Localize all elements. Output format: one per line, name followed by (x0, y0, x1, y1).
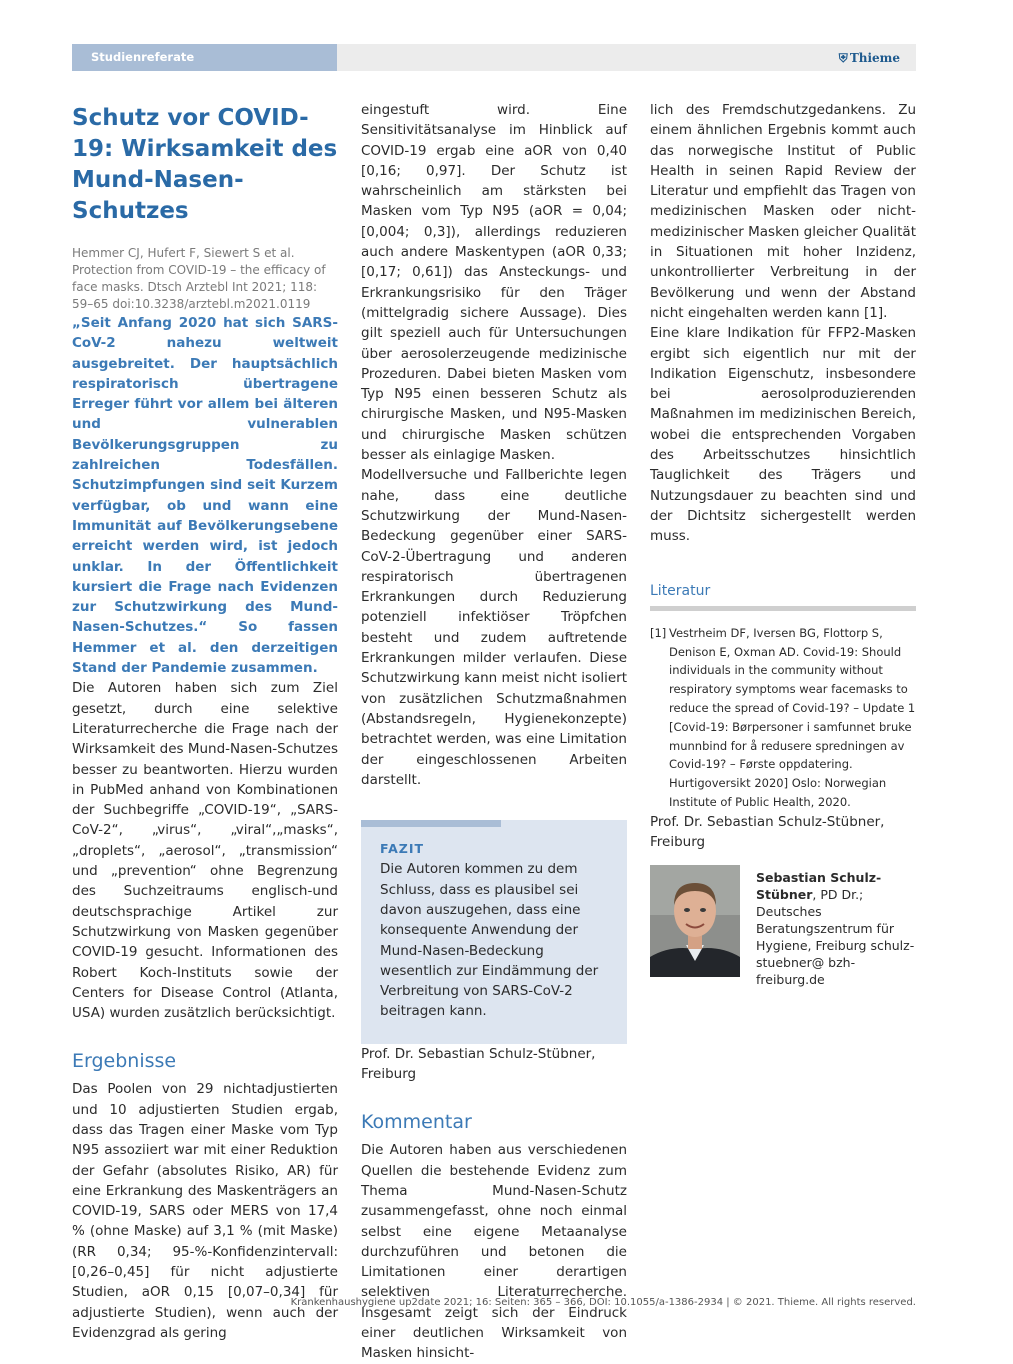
comment-heading: Kommentar (361, 1111, 472, 1134)
section-label: Studienreferate (91, 50, 195, 64)
author-box (650, 865, 916, 988)
article-citation: Hemmer CJ, Hufert F, Siewert S et al. Protection from COVID-19 – the efficacy of face masks. Dtsch Arztebl Int 2021; 118: 59–65 doi:10.3238/arztebl.m2021.0119 (72, 246, 326, 311)
comment-paragraph-1: Die Autoren haben aus verschiedenen Quellen die bestehende Evidenz zum Thema Mund-Nasen-Schutz zusammengefasst, ohne noch einmal selbst eine eigene Metaanalyse durchzuführen und betonen die Limitationen einer derartigen selektiven Literaturrecherche. Insgesamt zeigt sich der Eindruck einer deutlichen Wirksamkeit von Masken hinsicht- (361, 1142, 627, 1362)
publisher-logo (839, 51, 900, 66)
referent-signature: Prof. Dr. Sebastian Schulz-Stübner, Freiburg (361, 1045, 596, 1083)
author-name: Sebastian Schulz-Stübner (756, 870, 882, 903)
references-heading: Literatur (650, 582, 711, 599)
results-paragraph-2: eingestuft wird. Eine Sensitivitätsanalyse im Hinblick auf COVID-19 ergab eine aOR von 0,40 [0,16; 0,97]. Der Schutz ist wahrscheinlich am stärksten bei Masken vom Typ N95 (aOR = 0,04; [0,004; 0,3]), allerdings reduzieren auch andere Maskentypen (aOR 0,33; [0,17; 0,61]) das Ansteckungs- und Erkrankungsrisiko für den Träger (mittelgradig sichere Aussage). Dies gilt speziell auch für Untersuchungen über aerosolerzeugende medizinische Prozeduren. Dabei bieten Masken vom Typ N95 einen besseren Schutz als chirurgische Masken, und N95-Masken und chirurgische Masken schützen besser als einlagige Masken. (361, 102, 627, 464)
lead-paragraph: „Seit Anfang 2020 hat sich SARS-CoV-2 nahezu weltweit ausgebreitet. Der hauptsächlich respiratorisch übertragene Erreger führt vor allem bei älteren und vulnerablen Bevölkerungsgruppen zu zahlreichen Todesfällen. Schutzimpfungen sind seit Kurzem verfügbar, ob und wann eine Immunität auf Bevölkerungsebene erreicht werden wird, ist jedoch unklar. In der Öffentlichkeit kursiert die Frage nach Evidenzen zur Schutzwirkung des Mund-Nasen-Schutzes.“ So fassen Hemmer et al. den derzeitigen Stand der Pandemie zusammen. (72, 315, 338, 677)
conclusion-label: FAZIT (380, 841, 425, 857)
conclusion-box (361, 820, 627, 1044)
author-photo (650, 865, 740, 977)
column-middle (361, 100, 627, 1364)
reference-number: [1] (650, 625, 667, 640)
comment-paragraph-3: Eine klare Indikation für FFP2-Masken ergibt sich eigentlich nur mit der Indikation Eigenschutz, insbesondere bei aerosolproduzierenden Maßnahmen im medizinischen Bereich, wobei die entsprechenden Vorgaben des Arbeitsschutzes hinsichtlich Tauglichkeit des Trägers und Nutzungsdauer zu beachten sind und der Dichtsitz sichergestellt werden muss. (650, 325, 916, 545)
column-left (72, 100, 338, 1343)
publisher-name: Thieme (849, 51, 900, 65)
section-tab (72, 44, 337, 71)
comment-paragraph-2: lich des Fremdschutzgedankens. Zu einem ähnlichen Ergebnis kommt auch das norwegische Institut of Public Health in seinen Rapid Review der Literatur und empfiehlt das Tragen von medizinischen Masken oder nicht-medizinischer Masken gleicher Qualität in Situationen mit hoher Inzidenz, unkontrollierter Verbreitung in der Bevölkerung und wenn der Abstand nicht eingehalten werden kann [1]. (650, 102, 916, 321)
section-header (72, 44, 916, 71)
references-rule (650, 606, 916, 611)
conclusion-text: Die Autoren kommen zu dem Schluss, dass es plausibel sei davon auszugehen, dass eine konsequente Anwendung der Mund-Nasen-Bedeckung wesentlich zur Eindämmung der Verbreitung von SARS-CoV-2 beitragen kann. (380, 861, 599, 1020)
author-signature: Prof. Dr. Sebastian Schulz-Stübner, Freiburg (650, 813, 885, 851)
crest-icon: ⛨ (838, 51, 848, 65)
column-right (650, 100, 916, 988)
author-info (756, 869, 916, 988)
results-paragraph-1: Das Poolen von 29 nichtadjustierten und 10 adjustierten Studien ergab, dass das Tragen einer Maske vom Typ N95 assoziiert war mit einer Reduktion der Gefahr (absolutes Risiko, AR) für eine Erkrankung des Maskenträgers an COVID-19, SARS oder MERS von 17,4 % (ohne Maske) auf 3,1 % (mit Maske) (RR 0,34; 95-%-Konfidenzintervall: [0,26–0,45] für nicht adjustierte Studien, aOR 0,15 [0,07–0,34] für adjustierte Studien), wenn auch der Evidenzgrad als gering (72, 1081, 338, 1341)
reference-item (650, 624, 916, 812)
results-paragraph-3: Modellversuche und Fallberichte legen nahe, dass eine deutliche Schutzwirkung der Mund-Nasen-Bedeckung gegenüber einer SARS-CoV-2-Übertragung und anderen respiratorisch übertragenen Erkrankungen durch Reduzierung potenziell infektiöser Tröpfchen besteht und zudem auftretende Erkrankungen milder verlaufen. Diese Schutzwirkung kann meist nicht isoliert von zusätzlichen Schutzmaßnahmen (Abstandsregeln, Hygienekonzepte) betrachtet werden, was eine Limitation der eingeschlossenen Arbeiten darstellt. (361, 467, 627, 788)
reference-text: Vestrheim DF, Iversen BG, Flottorp S, Denison E, Oxman AD. Covid-19: Should individuals in the community without respiratory symptoms wear facemasks to reduce the spread of Covid-19? – Update 1 [Covid-19: Børpersoner i samfunnet bruke munnbind for å redusere spredningen av Covid-19? – Første oppdatering. Hurtigoversikt 2020] Oslo: Norwegian Institute of Public Health, 2020. (669, 625, 916, 809)
intro-paragraph: Die Autoren haben sich zum Ziel gesetzt, durch eine selektive Literaturrecherche die Frage nach der Wirksamkeit des Mund-Nasen-Schutzes besser zu beantworten. Hierzu wurden in PubMed anhand von Kombinationen der Suchbegriffe „COVID-19“, „SARS-CoV-2“, „virus“, „viral“,„masks“, „droplets“, „aerosol“, „transmission“ und „prevention“ ohne Begrenzung des Suchzeitraums englisch-und deutschsprachige Artikel zur Schutzwirkung von Masken gegenüber COVID-19 gesucht. Informationen des Robert Koch-Instituts sowie der Centers for Disease Control (Atlanta, USA) wurden zusätzlich berücksichtigt. (72, 680, 338, 1022)
page-footer: Krankenhaushygiene up2date 2021; 16: Seiten: 365 – 366, DOI: 10.1055/a-1386-2934 | © 2021. Thieme. All rights reserved. (290, 1297, 916, 1308)
article-title: Schutz vor COVID-19: Wirksamkeit des Mund-Nasen-Schutzes (72, 105, 338, 224)
results-heading: Ergebnisse (72, 1050, 177, 1073)
conclusion-accent-bar (361, 820, 501, 827)
author-details: , PD Dr.; Deutsches Beratungszentrum für Hygiene, Freiburg schulz-stuebner@ bzh-freiburg.de (756, 887, 915, 988)
